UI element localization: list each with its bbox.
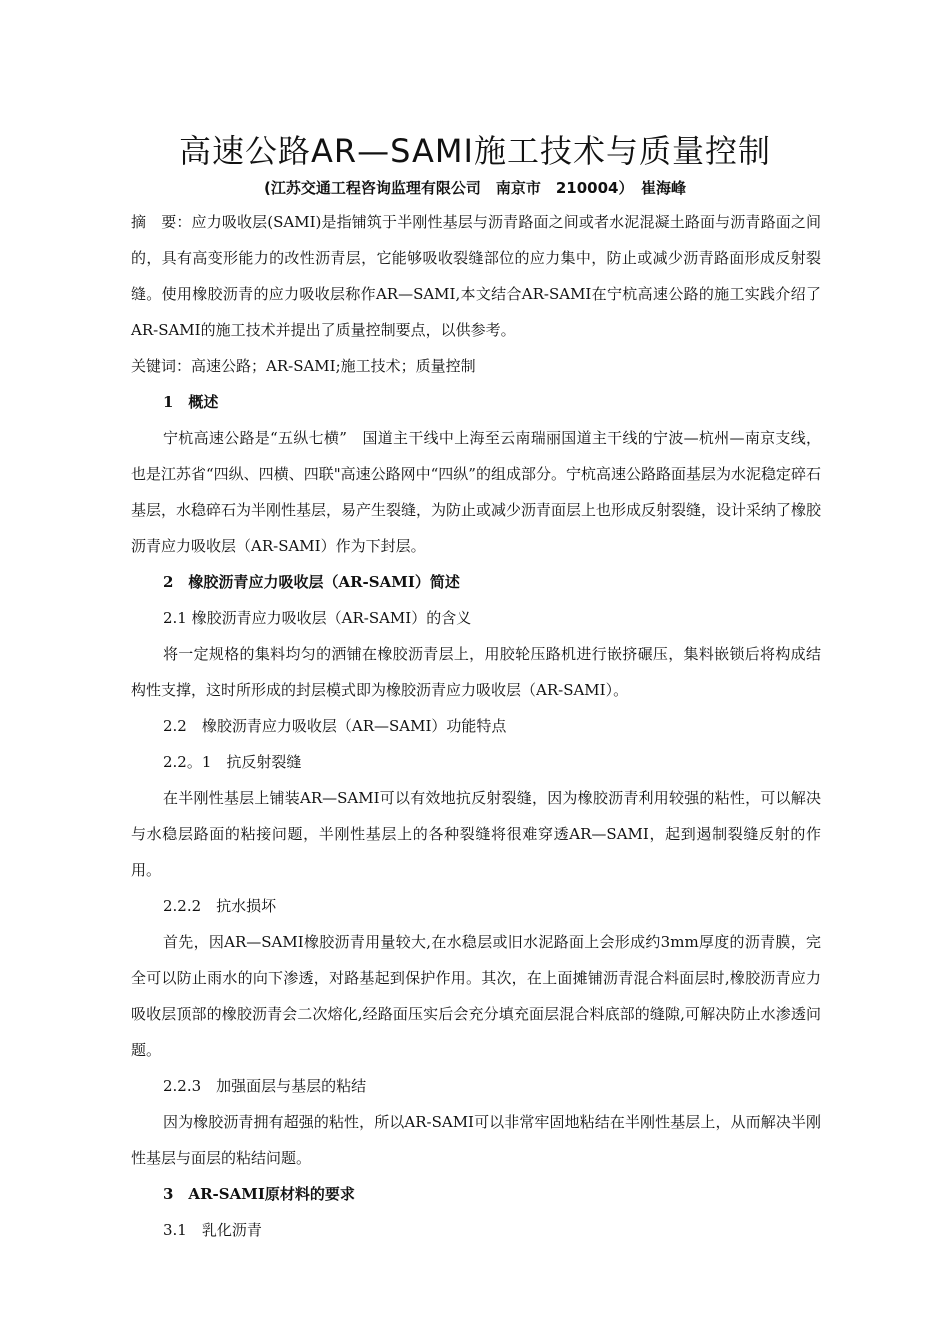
- document-body: [131, 204, 821, 1248]
- abstract-paragraph: 摘 要：应力吸收层(SAMI)是指铺筑于半刚性基层与沥青路面之间或者水泥混凝土路面与沥青路面之间的，具有高变形能力的改性沥青层，它能够吸收裂缝部位的应力集中，防止或减少沥青路面形成反射裂缝。使用橡胶沥青的应力吸收层称作AR—SAMI,本文结合AR-SAMI在宁杭高速公路的施工实践介绍了AR-SAMI的施工技术并提出了质量控制要点，以供参考。: [131, 213, 821, 339]
- subsection-heading-2-1: 2.1 橡胶沥青应力吸收层（AR-SAMI）的含义: [163, 609, 472, 627]
- subsection-2-1-paragraph: 将一定规格的集料均匀的洒铺在橡胶沥青层上，用胶轮压路机进行嵌挤碾压，集料嵌锁后将构成结构性支撑，这时所形成的封层模式即为橡胶沥青应力吸收层（AR-SAMI）。: [131, 645, 821, 699]
- section-heading-2: 2 橡胶沥青应力吸收层（AR-SAMI）简述: [163, 573, 460, 591]
- subsection-heading-3-1: 3.1 乳化沥青: [163, 1221, 262, 1239]
- author-line: (江苏交通工程咨询监理有限公司 南京市 210004） 崔海峰: [264, 179, 686, 197]
- subsection-heading-2-2-1: 2.2。1 抗反射裂缝: [163, 753, 302, 771]
- section-heading-1: 1 概述: [163, 393, 219, 411]
- subsection-2-2-3-paragraph: 因为橡胶沥青拥有超强的粘性，所以AR-SAMI可以非常牢固地粘结在半刚性基层上，从而解决半刚性基层与面层的粘结问题。: [131, 1113, 821, 1167]
- section-heading-3: 3 AR-SAMI原材料的要求: [163, 1185, 355, 1203]
- document-title: 高速公路AR—SAMI施工技术与质量控制: [179, 132, 771, 170]
- section-1-paragraph: 宁杭高速公路是“五纵七横” 国道主干线中上海至云南瑞丽国道主干线的宁波—杭州—南京支线，也是江苏省“四纵、四横、四联"高速公路网中“四纵”的组成部分。宁杭高速公路路面基层为水泥稳定碎石基层，水稳碎石为半刚性基层，易产生裂缝，为防止或减少沥青面层上也形成反射裂缝，设计采纳了橡胶沥青应力吸收层（AR-SAMI）作为下封层。: [131, 429, 822, 555]
- subsection-heading-2-2: 2.2 橡胶沥青应力吸收层（AR—SAMI）功能特点: [163, 717, 507, 735]
- subsection-2-2-1-paragraph: 在半刚性基层上铺装AR—SAMI可以有效地抗反射裂缝，因为橡胶沥青利用较强的粘性，可以解决与水稳层路面的粘接问题，半刚性基层上的各种裂缝将很难穿透AR—SAMI，起到遏制裂缝反射的作用。: [131, 789, 821, 879]
- subsection-heading-2-2-2: 2.2.2 抗水损坏: [163, 897, 277, 915]
- keywords-line: 关键词：高速公路；AR-SAMI;施工技术；质量控制: [131, 357, 476, 375]
- subsection-heading-2-2-3: 2.2.3 加强面层与基层的粘结: [163, 1077, 367, 1095]
- subsection-2-2-2-paragraph: 首先，因AR—SAMI橡胶沥青用量较大,在水稳层或旧水泥路面上会形成约3mm厚度的沥青膜，完全可以防止雨水的向下渗透，对路基起到保护作用。其次，在上面摊铺沥青混合料面层时,橡胶沥青应力吸收层顶部的橡胶沥青会二次熔化,经路面压实后会充分填充面层混合料底部的缝隙,可解决防止水渗透问题。: [131, 933, 821, 1059]
